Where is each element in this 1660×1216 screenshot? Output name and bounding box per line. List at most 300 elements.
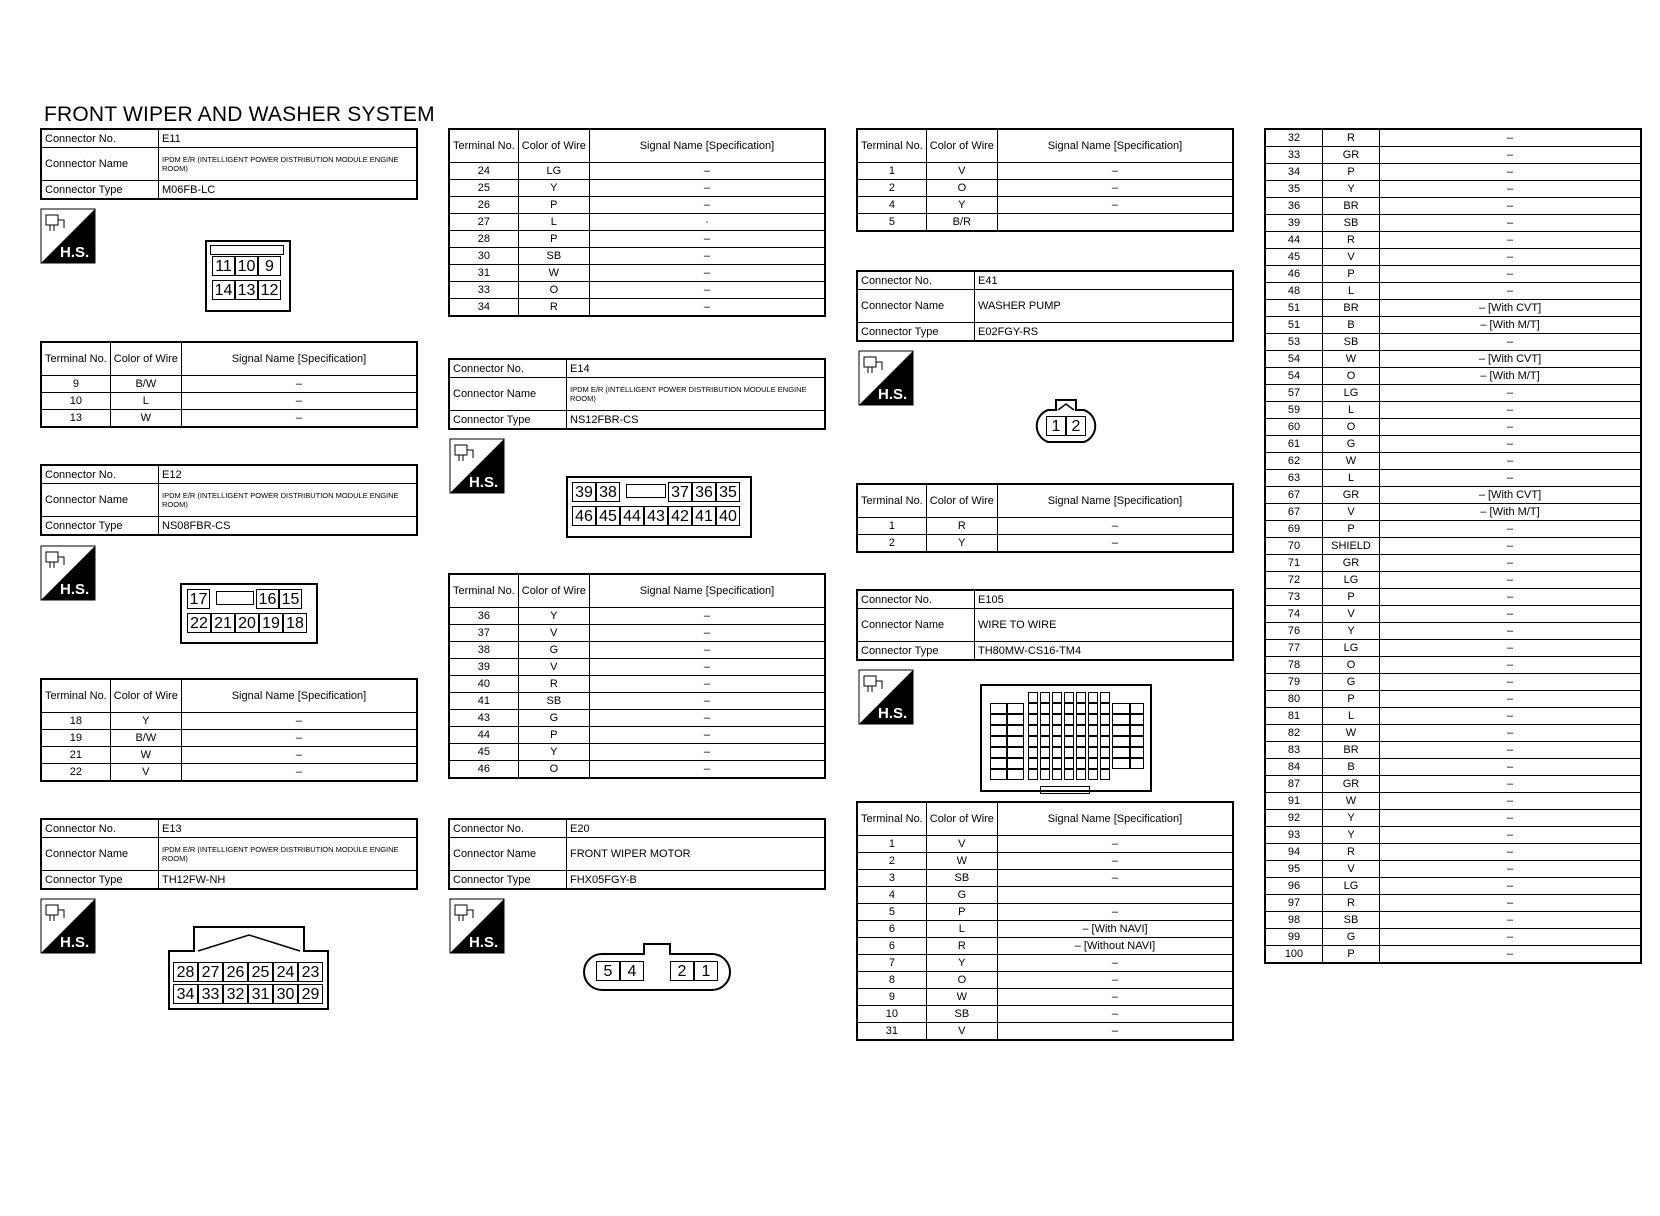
signal-name-cell: – xyxy=(1380,827,1642,844)
signal-name-cell: – [Without NAVI] xyxy=(997,938,1233,955)
wire-color-cell: GR xyxy=(1323,487,1380,504)
table-row xyxy=(449,299,825,317)
wire-color-cell: O xyxy=(1323,419,1380,436)
connector-type-value: NS08FBR-CS xyxy=(159,517,418,536)
terminal-no-cell: 19 xyxy=(41,730,110,747)
connector-cavity xyxy=(1076,725,1086,736)
connector-name-label: Connector Name xyxy=(857,290,975,323)
connector-cavity xyxy=(1064,736,1074,747)
wire-color-cell: BR xyxy=(1323,742,1380,759)
signal-name-cell: – xyxy=(997,972,1233,989)
wire-color-cell: SB xyxy=(926,870,997,887)
color-header: Color of Wire xyxy=(518,574,589,608)
connector-info-e12 xyxy=(40,464,418,536)
terminal-no-cell: 1 xyxy=(857,518,926,535)
table-row xyxy=(1265,742,1641,759)
harness-side-icon xyxy=(858,669,914,725)
signal-name-cell: – xyxy=(1380,861,1642,878)
terminal-no-cell: 97 xyxy=(1265,895,1323,912)
terminal-no-cell: 34 xyxy=(449,299,518,317)
signal-name-cell: – xyxy=(1380,912,1642,929)
signal-name-cell: – xyxy=(589,265,825,282)
connector-cavity xyxy=(1052,736,1062,747)
table-row xyxy=(1265,895,1641,912)
terminal-no-cell: 57 xyxy=(1265,385,1323,402)
terminal-no-cell: 96 xyxy=(1265,878,1323,895)
table-row xyxy=(857,972,1233,989)
connector-pin: 43 xyxy=(644,506,668,526)
table-row xyxy=(857,1006,1233,1023)
signal-name-cell: – xyxy=(997,904,1233,921)
table-row xyxy=(857,180,1233,197)
table-row xyxy=(857,904,1233,921)
harness-side-icon xyxy=(40,545,96,601)
terminal-no-cell: 39 xyxy=(1265,215,1323,232)
signal-name-cell: – xyxy=(1380,453,1642,470)
terminal-no-cell: 54 xyxy=(1265,368,1323,385)
signal-name-cell: – xyxy=(181,713,417,730)
terminal-table-e11 xyxy=(40,341,418,428)
signal-name-cell: – xyxy=(589,248,825,265)
terminal-no-cell: 67 xyxy=(1265,487,1323,504)
table-row xyxy=(449,744,825,761)
wire-color-cell: R xyxy=(1323,895,1380,912)
terminal-no-cell: 2 xyxy=(857,853,926,870)
connector-pin: 14 xyxy=(212,280,235,300)
signal-name-cell: – xyxy=(589,693,825,710)
table-row xyxy=(449,761,825,779)
connector-face-e13 xyxy=(168,925,330,1011)
signal-name-cell: – [With M/T] xyxy=(1380,504,1642,521)
table-row xyxy=(1265,504,1641,521)
wire-color-cell: SB xyxy=(1323,334,1380,351)
table-row xyxy=(1265,351,1641,368)
harness-side-icon xyxy=(449,898,505,954)
connector-pin: 27 xyxy=(198,962,223,982)
terminal-no-cell: 31 xyxy=(857,1023,926,1041)
wire-color-cell: V xyxy=(926,163,997,180)
signal-name-cell: – xyxy=(1380,147,1642,164)
wire-color-cell: W xyxy=(518,265,589,282)
terminal-no-cell: 26 xyxy=(449,197,518,214)
connector-pin: 33 xyxy=(198,984,223,1004)
signal-name-cell: – xyxy=(1380,589,1642,606)
signal-name-cell: – xyxy=(1380,181,1642,198)
table-row xyxy=(857,938,1233,955)
wire-color-cell: P xyxy=(1323,521,1380,538)
connector-cavity xyxy=(1076,692,1086,703)
terminal-no-cell: 45 xyxy=(449,744,518,761)
connector-cavity xyxy=(1052,703,1062,714)
signal-name-cell: – [With NAVI] xyxy=(997,921,1233,938)
connector-face-e41 xyxy=(1026,396,1106,444)
signal-name-cell: – xyxy=(1380,521,1642,538)
signal-name-cell: – xyxy=(997,163,1233,180)
connector-type-label: Connector Type xyxy=(857,642,975,661)
connector-cavity xyxy=(1076,758,1086,769)
signal-name-cell: – xyxy=(589,180,825,197)
wire-color-cell: G xyxy=(1323,929,1380,946)
wire-color-cell: W xyxy=(1323,453,1380,470)
connector-info-e41 xyxy=(856,270,1234,342)
connector-cavity xyxy=(1100,703,1110,714)
connector-cavity xyxy=(1052,747,1062,758)
wire-color-cell: P xyxy=(518,197,589,214)
connector-pin: 23 xyxy=(298,962,323,982)
signal-name-cell: – xyxy=(1380,895,1642,912)
table-row xyxy=(1265,129,1641,147)
connector-cavity xyxy=(1028,714,1038,725)
table-row xyxy=(1265,487,1641,504)
terminal-no-cell: 2 xyxy=(857,180,926,197)
connector-cavity xyxy=(1028,747,1038,758)
connector-cavity xyxy=(1064,714,1074,725)
terminal-no-cell: 35 xyxy=(1265,181,1323,198)
connector-cavity xyxy=(1088,769,1098,780)
connector-cavity xyxy=(1112,725,1130,736)
wire-color-cell: SB xyxy=(518,693,589,710)
table-row xyxy=(1265,266,1641,283)
wire-color-cell: W xyxy=(1323,793,1380,810)
connector-cavity xyxy=(1100,769,1110,780)
connector-pin: 11 xyxy=(212,256,235,276)
terminal-no-cell: 39 xyxy=(449,659,518,676)
table-row xyxy=(857,887,1233,904)
terminal-no-cell: 10 xyxy=(41,393,110,410)
terminal-no-cell: 33 xyxy=(1265,147,1323,164)
table-row xyxy=(449,214,825,231)
connector-pin: 41 xyxy=(692,506,716,526)
wire-color-cell: L xyxy=(518,214,589,231)
connector-cavity xyxy=(1028,692,1038,703)
connector-cavity xyxy=(1052,769,1062,780)
table-row xyxy=(857,163,1233,180)
table-row xyxy=(41,747,417,764)
terminal-no-cell: 10 xyxy=(857,1006,926,1023)
wire-color-cell: Y xyxy=(1323,623,1380,640)
wire-color-cell: LG xyxy=(1323,878,1380,895)
connector-cavity xyxy=(1006,703,1024,714)
connector-no-label: Connector No. xyxy=(41,465,159,484)
connector-cavity xyxy=(1052,758,1062,769)
signal-name-cell: – xyxy=(1380,215,1642,232)
connector-pin: 15 xyxy=(279,589,302,609)
connector-pin: 2 xyxy=(1066,416,1086,436)
connector-info-e11 xyxy=(40,128,418,200)
signal-name-cell: – xyxy=(1380,776,1642,793)
connector-name-label: Connector Name xyxy=(41,148,159,181)
signal-header: Signal Name [Specification] xyxy=(997,484,1233,518)
terminal-no-cell: 62 xyxy=(1265,453,1323,470)
table-row xyxy=(449,625,825,642)
wire-color-cell: R xyxy=(926,938,997,955)
connector-cavity xyxy=(1064,692,1074,703)
terminal-table-e20 xyxy=(856,128,1234,232)
table-row xyxy=(1265,419,1641,436)
signal-name-cell: – xyxy=(1380,725,1642,742)
table-row xyxy=(41,376,417,393)
wire-color-cell: SB xyxy=(1323,215,1380,232)
table-row xyxy=(449,248,825,265)
signal-name-cell: – xyxy=(1380,283,1642,300)
wire-color-cell: R xyxy=(518,676,589,693)
connector-face-e105 xyxy=(980,684,1152,794)
connector-pin: 18 xyxy=(283,613,307,633)
signal-name-cell: – xyxy=(589,744,825,761)
wire-color-cell: LG xyxy=(1323,572,1380,589)
connector-pin: 37 xyxy=(668,482,692,502)
table-row xyxy=(41,713,417,730)
terminal-no-cell: 77 xyxy=(1265,640,1323,657)
wire-color-cell: Y xyxy=(1323,810,1380,827)
color-header: Color of Wire xyxy=(110,679,181,713)
connector-no-value: E12 xyxy=(159,465,418,484)
table-row xyxy=(449,659,825,676)
connector-cavity xyxy=(1040,692,1050,703)
terminal-no-header: Terminal No. xyxy=(41,679,110,713)
terminal-table-e105-continued xyxy=(1264,128,1642,964)
signal-name-cell: – xyxy=(1380,266,1642,283)
table-row xyxy=(449,180,825,197)
table-row xyxy=(857,989,1233,1006)
signal-name-cell: – xyxy=(181,410,417,428)
connector-type-label: Connector Type xyxy=(857,323,975,342)
wire-color-cell: V xyxy=(1323,606,1380,623)
connector-pin: 44 xyxy=(620,506,644,526)
terminal-no-cell: 69 xyxy=(1265,521,1323,538)
connector-cavity xyxy=(1112,747,1130,758)
signal-name-cell: – xyxy=(1380,555,1642,572)
table-row xyxy=(1265,436,1641,453)
terminal-no-cell: 40 xyxy=(449,676,518,693)
signal-name-cell: – xyxy=(1380,844,1642,861)
wire-color-cell: P xyxy=(518,727,589,744)
connector-pin: 32 xyxy=(223,984,248,1004)
terminal-no-header: Terminal No. xyxy=(857,484,926,518)
connector-no-value: E13 xyxy=(159,819,418,838)
wire-color-cell: W xyxy=(926,853,997,870)
connector-pin: 28 xyxy=(173,962,198,982)
table-row xyxy=(1265,198,1641,215)
terminal-no-cell: 67 xyxy=(1265,504,1323,521)
signal-name-cell: – xyxy=(997,180,1233,197)
wire-color-cell: R xyxy=(518,299,589,317)
wire-color-cell: GR xyxy=(1323,776,1380,793)
signal-name-cell: – xyxy=(589,231,825,248)
connector-pin: 40 xyxy=(716,506,740,526)
terminal-no-cell: 95 xyxy=(1265,861,1323,878)
terminal-no-cell: 74 xyxy=(1265,606,1323,623)
table-row xyxy=(1265,912,1641,929)
connector-pin: 34 xyxy=(173,984,198,1004)
connector-cavity xyxy=(1052,714,1062,725)
wire-color-cell: V xyxy=(518,625,589,642)
terminal-no-cell: 4 xyxy=(857,197,926,214)
connector-cavity xyxy=(1100,747,1110,758)
connector-cavity xyxy=(1064,758,1074,769)
signal-name-cell: – xyxy=(997,836,1233,853)
color-header: Color of Wire xyxy=(926,129,997,163)
wire-color-cell: O xyxy=(518,282,589,299)
table-row xyxy=(857,921,1233,938)
wire-color-cell: G xyxy=(1323,436,1380,453)
terminal-table-e12 xyxy=(40,678,418,782)
terminal-table-e13 xyxy=(448,128,826,317)
table-row xyxy=(41,393,417,410)
signal-header: Signal Name [Specification] xyxy=(589,129,825,163)
harness-side-icon xyxy=(449,438,505,494)
signal-name-cell: · xyxy=(589,214,825,231)
signal-name-cell: – xyxy=(1380,538,1642,555)
connector-cavity xyxy=(1064,769,1074,780)
wire-color-cell: GR xyxy=(1323,555,1380,572)
connector-cavity xyxy=(1064,703,1074,714)
connector-name-value: WIRE TO WIRE xyxy=(975,609,1234,642)
connector-type-label: Connector Type xyxy=(449,871,567,890)
signal-name-cell: – xyxy=(997,853,1233,870)
terminal-no-cell: 92 xyxy=(1265,810,1323,827)
connector-cavity xyxy=(1064,747,1074,758)
signal-name-cell: – xyxy=(181,376,417,393)
signal-name-cell: – xyxy=(1380,606,1642,623)
terminal-no-cell: 72 xyxy=(1265,572,1323,589)
svg-text:H.S.: H.S. xyxy=(60,934,90,951)
wire-color-cell: P xyxy=(518,231,589,248)
signal-name-cell: – xyxy=(589,659,825,676)
terminal-no-cell: 34 xyxy=(1265,164,1323,181)
terminal-no-cell: 32 xyxy=(1265,129,1323,147)
terminal-no-cell: 91 xyxy=(1265,793,1323,810)
connector-cavity xyxy=(1076,714,1086,725)
wire-color-cell: Y xyxy=(518,608,589,625)
wire-color-cell: W xyxy=(1323,351,1380,368)
connector-cavity xyxy=(1076,747,1086,758)
table-row xyxy=(1265,878,1641,895)
table-row xyxy=(41,410,417,428)
table-row xyxy=(1265,572,1641,589)
signal-name-cell: – xyxy=(1380,708,1642,725)
connector-face-e11 xyxy=(205,240,291,312)
connector-cavity xyxy=(1006,758,1024,769)
connector-pin: 13 xyxy=(235,280,258,300)
connector-cavity xyxy=(1088,714,1098,725)
terminal-no-header: Terminal No. xyxy=(449,574,518,608)
signal-name-cell: – xyxy=(589,282,825,299)
connector-cavity xyxy=(1130,758,1144,769)
wire-color-cell: SB xyxy=(1323,912,1380,929)
connector-pin: 1 xyxy=(694,961,718,981)
wire-color-cell: LG xyxy=(518,163,589,180)
connector-type-label: Connector Type xyxy=(449,411,567,430)
connector-cavity xyxy=(1130,714,1144,725)
terminal-no-cell: 84 xyxy=(1265,759,1323,776)
connector-cavity xyxy=(1076,769,1086,780)
wire-color-cell: Y xyxy=(110,713,181,730)
table-row xyxy=(1265,708,1641,725)
terminal-no-cell: 9 xyxy=(41,376,110,393)
connector-cavity xyxy=(1040,747,1050,758)
terminal-no-cell: 30 xyxy=(449,248,518,265)
signal-name-cell: – xyxy=(181,747,417,764)
wire-color-cell: P xyxy=(1323,589,1380,606)
connector-name-label: Connector Name xyxy=(449,838,567,871)
connector-pin: 36 xyxy=(692,482,716,502)
signal-name-cell: – xyxy=(997,197,1233,214)
connector-cavity xyxy=(1028,736,1038,747)
wire-color-cell: B/R xyxy=(926,214,997,232)
connector-cavity xyxy=(1112,736,1130,747)
connector-cavity xyxy=(1064,725,1074,736)
wire-color-cell: P xyxy=(1323,946,1380,964)
terminal-no-cell: 41 xyxy=(449,693,518,710)
connector-type-value: NS12FBR-CS xyxy=(567,411,826,430)
terminal-no-cell: 6 xyxy=(857,921,926,938)
table-row xyxy=(1265,640,1641,657)
connector-cavity xyxy=(1100,725,1110,736)
connector-pin: 19 xyxy=(259,613,283,633)
signal-name-cell: – xyxy=(589,710,825,727)
signal-header: Signal Name [Specification] xyxy=(997,802,1233,836)
connector-cavity xyxy=(1040,736,1050,747)
table-row xyxy=(1265,776,1641,793)
signal-name-cell: – xyxy=(589,197,825,214)
terminal-no-cell: 6 xyxy=(857,938,926,955)
wire-color-cell: Y xyxy=(926,197,997,214)
connector-pin: 38 xyxy=(596,482,620,502)
wire-color-cell: P xyxy=(1323,691,1380,708)
wire-color-cell: V xyxy=(1323,861,1380,878)
connector-pin: 22 xyxy=(187,613,211,633)
terminal-table-e14 xyxy=(448,573,826,779)
signal-name-cell xyxy=(997,887,1233,904)
wire-color-cell: W xyxy=(1323,725,1380,742)
connector-face-e14 xyxy=(566,476,754,540)
terminal-no-cell: 36 xyxy=(449,608,518,625)
terminal-no-cell: 9 xyxy=(857,989,926,1006)
connector-pin: 46 xyxy=(572,506,596,526)
connector-pin: 24 xyxy=(273,962,298,982)
wire-color-cell: L xyxy=(926,921,997,938)
connector-info-e13 xyxy=(40,818,418,890)
connector-cavity xyxy=(1040,769,1050,780)
wire-color-cell: O xyxy=(1323,657,1380,674)
connector-pin: 16 xyxy=(256,589,279,609)
signal-name-cell: – xyxy=(997,870,1233,887)
wire-color-cell: R xyxy=(1323,129,1380,147)
wire-color-cell: SB xyxy=(518,248,589,265)
table-row xyxy=(449,710,825,727)
connector-pin: 29 xyxy=(298,984,323,1004)
table-row xyxy=(449,693,825,710)
wire-color-cell: BR xyxy=(1323,300,1380,317)
wire-color-cell: B/W xyxy=(110,376,181,393)
wire-color-cell: BR xyxy=(1323,198,1380,215)
connector-cavity xyxy=(1088,703,1098,714)
terminal-no-cell: 82 xyxy=(1265,725,1323,742)
terminal-no-cell: 33 xyxy=(449,282,518,299)
wire-color-cell: V xyxy=(110,764,181,782)
terminal-no-cell: 48 xyxy=(1265,283,1323,300)
terminal-no-header: Terminal No. xyxy=(449,129,518,163)
table-row xyxy=(1265,946,1641,964)
connector-pin: 10 xyxy=(235,256,258,276)
table-row xyxy=(1265,317,1641,334)
table-row xyxy=(1265,844,1641,861)
wire-color-cell: SHIELD xyxy=(1323,538,1380,555)
signal-name-cell: – xyxy=(1380,334,1642,351)
connector-pin: 26 xyxy=(223,962,248,982)
terminal-no-cell: 13 xyxy=(41,410,110,428)
